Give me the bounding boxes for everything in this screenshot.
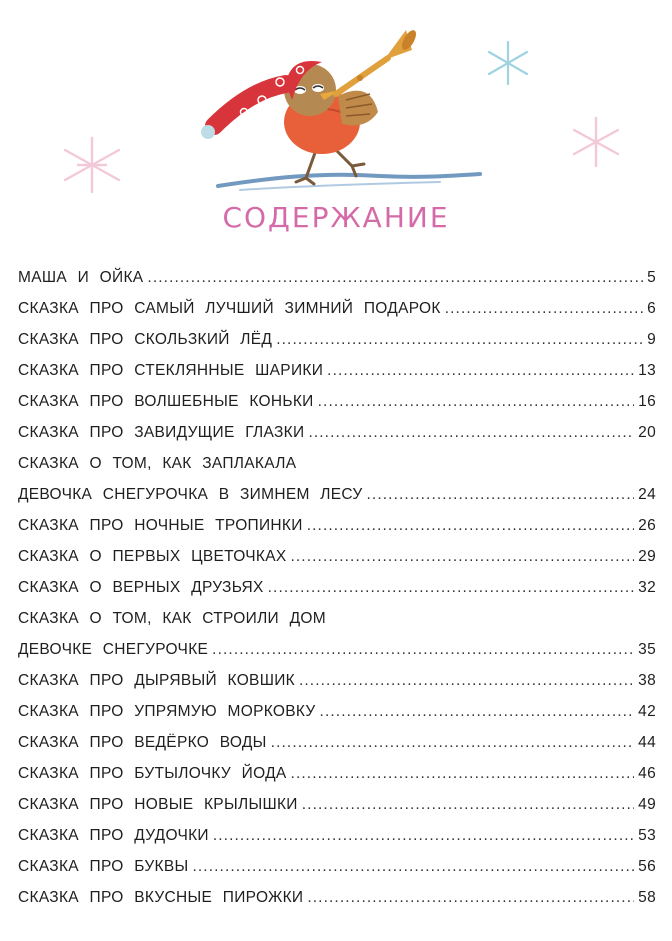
toc-entry[interactable] [18,696,656,727]
toc-entry-title: СКАЗКА О ВЕРНЫХ ДРУЗЬЯХ [18,579,264,596]
table-of-contents [18,262,656,913]
toc-entry-title: СКАЗКА ПРО СКОЛЬЗКИЙ ЛЁД [18,331,273,348]
toc-entry-row [18,665,656,696]
dot-leader [299,665,634,696]
toc-entry[interactable] [18,572,656,603]
toc-entry[interactable] [18,727,656,758]
toc-entry-title: СКАЗКА ПРО СТЕКЛЯННЫЕ ШАРИКИ [18,362,324,379]
toc-page-number: 20 [638,424,656,441]
dot-leader [271,727,634,758]
toc-page-number: 5 [647,269,656,286]
snowflake-icon [574,118,618,166]
dot-leader [308,417,634,448]
toc-page-number: 58 [638,889,656,906]
toc-entry-row [18,510,656,541]
toc-entry-row [18,324,656,355]
toc-entry-title: СКАЗКА ПРО ЗАВИДУЩИЕ ГЛАЗКИ [18,424,305,441]
toc-page-number: 46 [638,765,656,782]
toc-page-number: 38 [638,672,656,689]
dot-leader [327,355,634,386]
toc-entry-row [18,758,656,789]
toc-entry-title: СКАЗКА ПРО НОЧНЫЕ ТРОПИНКИ [18,517,303,534]
dot-leader [291,758,635,789]
toc-entry-title-line: СКАЗКА О ТОМ, КАК СТРОИЛИ ДОМ [18,610,326,627]
dot-leader [268,572,635,603]
toc-entry-row [18,293,656,324]
toc-entry-title: СКАЗКА ПРО ВКУСНЫЕ ПИРОЖКИ [18,889,304,906]
toc-entry-title: СКАЗКА ПРО УПРЯМУЮ МОРКОВКУ [18,703,316,720]
toc-entry[interactable] [18,789,656,820]
toc-entry-title: СКАЗКА ПРО ДУДОЧКИ [18,827,209,844]
toc-entry[interactable] [18,448,656,510]
toc-entry-row [18,572,656,603]
toc-page-number: 6 [647,300,656,317]
dot-leader [320,696,635,727]
dot-leader [212,634,634,665]
toc-entry[interactable] [18,851,656,882]
dot-leader [445,293,643,324]
dot-leader [276,324,643,355]
toc-entry-title: МАША И ОЙКА [18,269,144,286]
toc-entry-title: СКАЗКА ПРО ВОЛШЕБНЫЕ КОНЬКИ [18,393,314,410]
toc-page-number: 13 [638,362,656,379]
toc-entry[interactable] [18,510,656,541]
toc-page-number: 35 [638,641,656,658]
toc-page-number: 44 [638,734,656,751]
toc-entry-title: СКАЗКА ПРО НОВЫЕ КРЫЛЫШКИ [18,796,298,813]
toc-entry[interactable] [18,758,656,789]
toc-page-number: 26 [638,517,656,534]
toc-entry-title: СКАЗКА ПРО БУКВЫ [18,858,189,875]
toc-entry[interactable] [18,386,656,417]
toc-page-number: 56 [638,858,656,875]
toc-entry-row [18,696,656,727]
toc-entry[interactable] [18,882,656,913]
bird-icon [201,61,378,184]
toc-page-number: 24 [638,486,656,503]
toc-entry-row [18,479,656,510]
toc-entry[interactable] [18,820,656,851]
trumpet-icon [336,28,419,94]
dot-leader [318,386,635,417]
toc-page-number: 42 [638,703,656,720]
dot-leader [367,479,635,510]
toc-entry-row [18,355,656,386]
toc-entry-title: СКАЗКА ПРО ДЫРЯВЫЙ КОВШИК [18,672,295,689]
toc-entry-title: СКАЗКА ПРО БУТЫЛОЧКУ ЙОДА [18,765,287,782]
toc-entry[interactable] [18,541,656,572]
toc-entry-row [18,417,656,448]
page-title: СОДЕРЖАНИЕ [222,201,450,234]
toc-page-number: 32 [638,579,656,596]
toc-entry-row [18,386,656,417]
dot-leader [213,820,634,851]
toc-entry[interactable] [18,355,656,386]
toc-entry-row [18,262,656,293]
toc-entry-row [18,541,656,572]
dot-leader [307,882,634,913]
toc-entry[interactable] [18,417,656,448]
dot-leader [302,789,634,820]
toc-entry-row [18,789,656,820]
dot-leader [192,851,634,882]
toc-page-number: 29 [638,548,656,565]
toc-entry-title: ДЕВОЧКА СНЕГУРОЧКА В ЗИМНЕМ ЛЕСУ [18,486,363,503]
toc-entry-row [18,634,656,665]
toc-page-number: 53 [638,827,656,844]
dot-leader [290,541,634,572]
toc-entry-row [18,882,656,913]
toc-entry-title: СКАЗКА О ПЕРВЫХ ЦВЕТОЧКАХ [18,548,287,565]
toc-entry[interactable] [18,665,656,696]
snowflake-icon [489,42,527,84]
toc-entry-title: СКАЗКА ПРО САМЫЙ ЛУЧШИЙ ЗИМНИЙ ПОДАРОК [18,300,441,317]
toc-entry-title: СКАЗКА ПРО ВЕДЁРКО ВОДЫ [18,734,267,751]
toc-page-number: 49 [638,796,656,813]
toc-entry[interactable] [18,293,656,324]
toc-entry[interactable] [18,603,656,665]
toc-entry-title-line: СКАЗКА О ТОМ, КАК ЗАПЛАКАЛА [18,455,297,472]
toc-page-number: 16 [638,393,656,410]
toc-entry-title: ДЕВОЧКЕ СНЕГУРОЧКЕ [18,641,209,658]
header-illustration [0,0,672,200]
toc-entry-row [18,727,656,758]
dot-leader [147,262,643,293]
dot-leader [307,510,634,541]
snowflake-icon [65,138,119,192]
toc-entry[interactable] [18,324,656,355]
toc-entry[interactable] [18,262,656,293]
toc-page-number: 9 [647,331,656,348]
toc-entry-row [18,820,656,851]
toc-entry-row [18,851,656,882]
